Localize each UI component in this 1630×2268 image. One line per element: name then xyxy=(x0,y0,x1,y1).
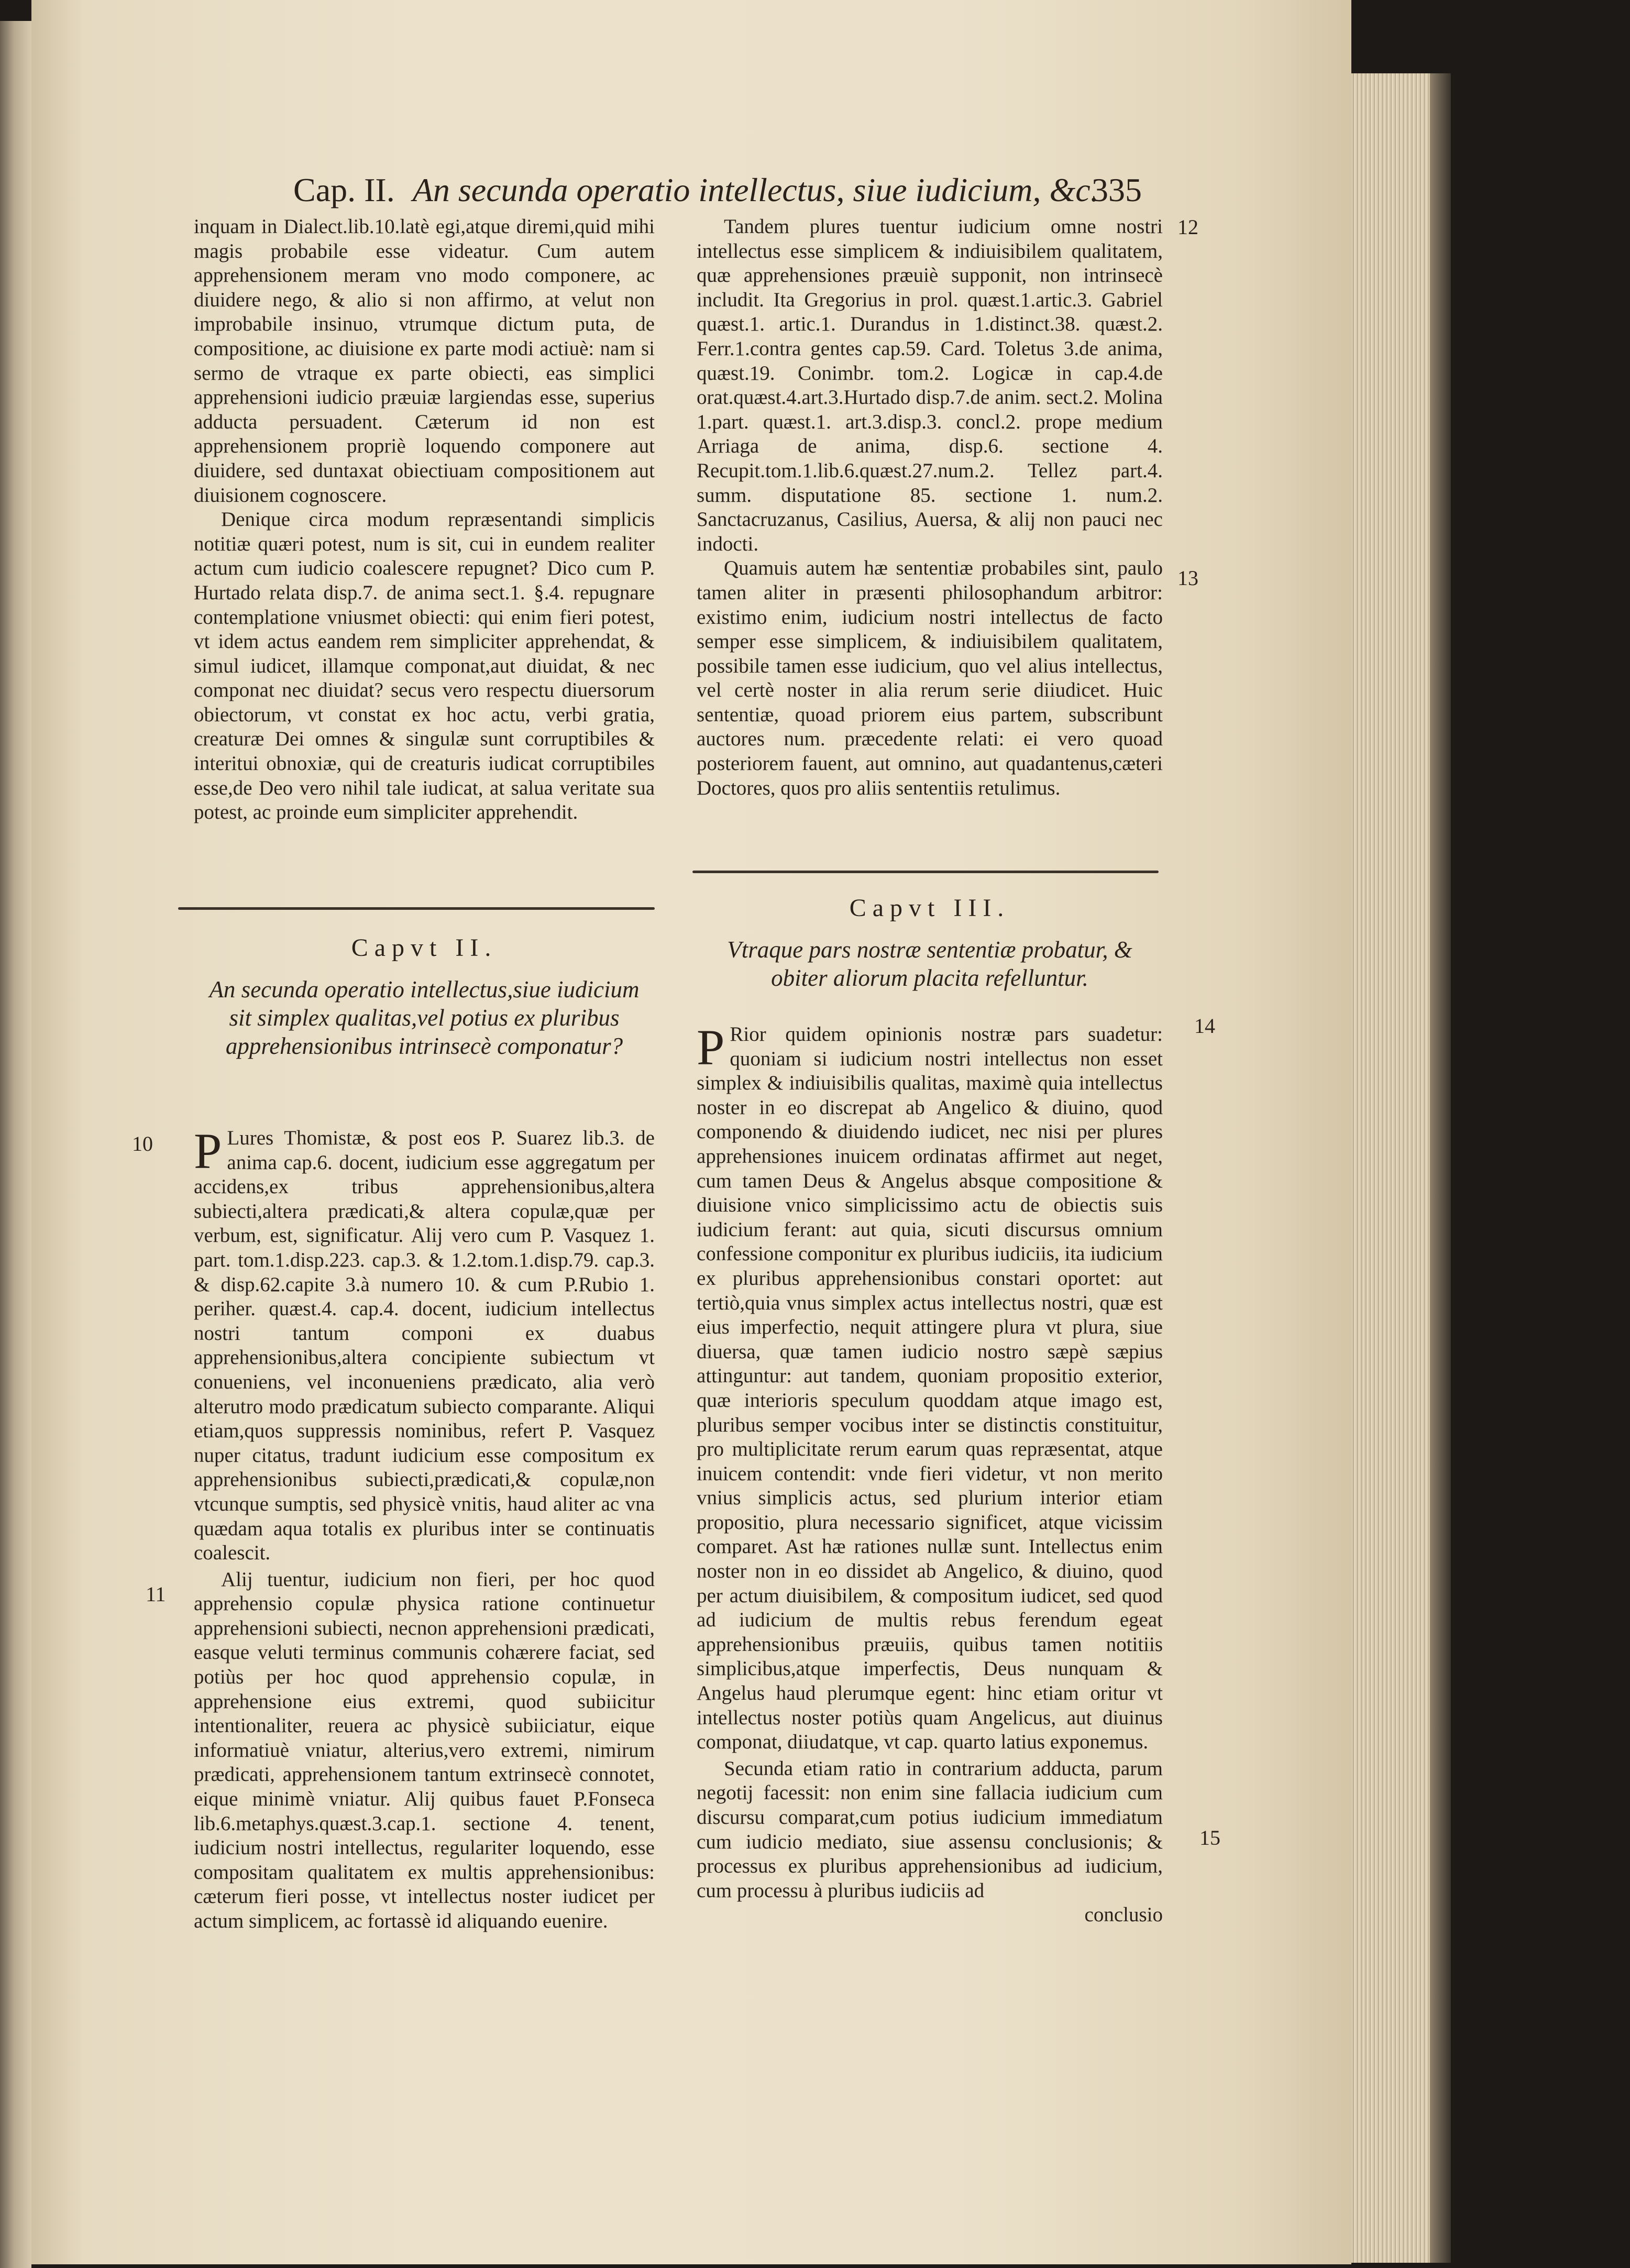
running-head-title: An secunda operatio intellectus, siue iudicium, &c. xyxy=(412,171,1099,208)
margin-number-10: 10 xyxy=(132,1132,153,1155)
chapter-3-heading: Capvt III. xyxy=(849,894,1010,922)
paragraph-10 xyxy=(194,1123,655,1566)
paragraph-10-text: Lures Thomistæ, & post eos P. Suarez lib.3. de anima cap.6. docent, iudicium esse aggregatum per accidens,ex tribus apprehensionibus,altera subiecti,altera prædicati,& altera copulæ,quæ per verbum, est, significatur. Alij vero cum P. Vasquez 1. part. tom.1.disp.223. cap.3. & 1.2.tom.1.disp.79. cap.3. & disp.62.capite 3.à numero 10. & cum P.Rubio 1. periher. quæst.4. cap.4. docent, iudicium intellectus nostri tantum componi ex duabus apprehensionibus,altera concipiente subiectum vt conueniens, vel inconueniens prædicato, alia verò alterutro modo prædicatum subiecto comparante. Aliqui etiam,quos suppressis nominibus, refert P. Vasquez nuper citatus, tradunt iudicium esse compositum ex apprehensionibus subiecti,prædicati,& copulæ,non vtcunque sumptis, sed physicè vnitis, haud aliter ac vna quædam aqua totalis ex pluribus inter se continuatis coalescit. xyxy=(194,1127,655,1565)
margin-number-13: 13 xyxy=(1177,566,1198,590)
chapter-3-rule xyxy=(692,871,1159,873)
left-column xyxy=(194,215,655,825)
paragraph-11: Alij tuentur, iudicium non fieri, per hoc quod apprehensio copulæ physica ratione continuetur apprehensioni subiecti, necnon apprehensioni prædicati, easque veluti terminus communis cohærere faciat, sed potiùs per hoc quod apprehensio copulæ, in apprehensione eius extremi, quod subiicitur intentionaliter, reuera ac physicè subiiciatur, eique informatiuè vniatur, alterius,vero extremi, nimirum prædicati, apprehensionem tantum extrinsecè connotet, eique minimè vniatur. Alij quibus fauet P.Fonseca lib.6.metaphys.quæst.3.cap.1. sectione 4. tenent, iudicium nostri intellectus, regulariter loquendo, esse compositam qualitatem ex multis apprehensionibus: cæterum fieri posse, vt intellectus noster iudicet per actum simplicem, ac fortassè id aliquando euenire. xyxy=(194,1568,655,1932)
paragraph-12: Tandem plures tuentur iudicium omne nostri intellectus esse simplicem & indiuisibilem qualitatem, quæ apprehensiones præuiè supponit, non intrinsecè includit. Ita Gregorius in prol. quæst.1.artic.3. Gabriel quæst.1. artic.1. Durandus in 1.distinct.38. quæst.2. Ferr.1.contra gentes cap.59. Card. Toletus 3.de anima, quæst.19. Conimbr. tom.2. Logicæ in cap.4.de orat.quæst.4.art.3.Hurtado disp.7.de anim. sect.2. Molina 1.part. quæst.1. art.3.disp.3. concl.2. prope medium Arriaga de anima, disp.6. sectione 4. Recupit.tom.1.lib.6.quæst.27.num.2. Tellez part.4. summ. disputatione 85. sectione 1. num.2. Sanctacruzanus, Casilius, Auersa, & alij non pauci nec indocti. xyxy=(697,215,1163,555)
drop-cap-p-10: P xyxy=(194,1123,222,1179)
catchword: conclusio xyxy=(1084,1903,1163,1926)
paragraph-13: Quamuis autem hæ sententiæ probabiles sint, paulo tamen aliter in præsenti philosophandum arbitror: existimo enim, iudicium nostri intellectus de facto semper esse simplicem, & indiuisibilem qualitatem, possibile tamen esse iudicium, quo vel alius intellectus, vel certè noster in alia rerum serie diiudicet. Huic sententiæ, quoad priorem eius partem, subscribunt auctores num. præcedente relati: ei vero quoad posteriorem fauent, aut omnino, aut quadantenus,cæteri Doctores, quos pro aliis sententiis retulimus. xyxy=(697,557,1163,799)
left-paragraph-2: Denique circa modum repræsentandi simplicis notitiæ quæri potest, num is sit, cui in eundem realiter actum cum iudicio coalescere repugnet? Dico cum P. Hurtado relata disp.7. de anima sect.1. §.4. repugnare contemplatione vniusmet obiecti: qui enim fieri potest, vt idem actus eandem rem simpliciter apprehendat, & simul iudicet, illamque componat,aut diuidat, & nec componat nec diuidat? secus vero respectu diuersorum obiectorum, vt constat ex hoc actu, verbi gratia, creaturæ Dei omnes & singulæ sunt corruptibiles & interitui obnoxiæ, qui de creaturis iudicat corruptibiles esse,de Deo vero nihil tale iudicat, at salua veritate sua potest, ac proinde eum simpliciter apprehendit. xyxy=(194,508,655,824)
paragraph-14 xyxy=(697,1019,1163,1755)
left-column-lower xyxy=(194,1123,655,1934)
chapter-2-title: An secunda operatio intellectus,siue iudicium sit simplex qualitas,vel potius ex pluribus apprehensionibus intrinsecè componatur? xyxy=(209,976,640,1059)
left-continuation-paragraph: inquam in Dialect.lib.10.latè egi,atque diremi,quid mihi magis probabile esse videatur. Cum autem apprehensionem meram vno modo componere, ac diuidere nego, & alio si non affirmo, at velut non improbabile insinuo, vtrumque dictum puta, de compositione, ac diuisione ex parte modi actiuè: nam si sermo de vtraque ex parte obiecti, eas simplici apprehensioni iudicio præuiæ largiendas esse, superius adducta persuadent. Cæterum id non est apprehensionem propriè loquendo componere aut diuidere, sed duntaxat obiectiuam compositionem aut diuisionem cognoscere. xyxy=(194,215,655,507)
margin-number-15: 15 xyxy=(1199,1826,1220,1849)
paragraph-15: Secunda etiam ratio in contrarium adducta, parum negotij facessit: non enim sine fallacia iudicium cum discursu comparat,cum potius iudicium immediatum cum iudicio mediato, siue assensu conclusionis; & processus ex pluribus apprehensionibus ad iudicium, cum processu à pluribus iudiciis ad xyxy=(697,1757,1163,1902)
margin-number-14: 14 xyxy=(1194,1014,1215,1038)
page-number: 335 xyxy=(1092,171,1142,208)
running-head xyxy=(293,167,1142,214)
margin-number-11: 11 xyxy=(146,1582,166,1606)
right-column xyxy=(697,215,1163,800)
margin-number-12: 12 xyxy=(1177,215,1198,239)
paragraph-14-text: Rior quidem opinionis nostræ pars suadetur: quoniam si iudicium nostri intellectus non esset simplex & indiuisibilis qualitas, maximè quia intellectus noster in eo discrepat ab Angelico & diuino, quod componendo & diuidendo iudicet, nec nisi per plures apprehensiones inuicem ordinatas affirmet aut neget, cum tamen Deus & Angelus absque compositione & diuisione vnico simplicissimo actu de obiectis suis iudicium ferant: aut quia, sicuti discursus omnium confessione componitur ex pluribus iudiciis, ita iudicium ex pluribus apprehensionibus constari oportet: aut tertiò,quia vnus simplex actus intellectus nostri, quæ est eius imperfectio, nequit attingere plura vt plura, siue diuersa, quæ tamen iudicio nostro sæpè sæpius attinguntur: aut tandem, quoniam propositio exterior, quæ interioris speculum quoddam atque imago est, pluribus semper vocibus inter se distinctis constituitur, pro multiplicitate rerum earum quas repræsentat, atque inuicem contendit: vnde fieri videtur, vt non merito vnius simplicis actus, sed plurium interior etiam propositio, plura necessario significet, atque vicissim comparet. Ast hæ rationes nullæ sunt. Intellectus enim noster non in eo dissidet ab Angelico, & diuino, quod per actum diuisibilem, & compositum iudicet, sed quod ad iudicium de multis rebus ferendum egeat apprehensionibus præuiis, quibus tamen notitiis simplicibus,atque imperfectis, Deus nunquam & Angelus haud plerumque egent: hinc etiam oritur vt intellectus noster potiùs quam Angelicus, aut diuinus componat, diiudatque, vt cap. quarto latius exponemus. xyxy=(697,1023,1163,1754)
facing-page-edge xyxy=(0,21,31,2268)
book-fore-edge xyxy=(1351,73,1430,2263)
chapter-2-rule xyxy=(178,907,655,910)
chapter-3-title: Vtraque pars nostræ sententiæ probatur, & obiter aliorum placita refelluntur. xyxy=(727,937,1132,991)
drop-cap-p-14: P xyxy=(697,1019,725,1075)
running-head-chapter: Cap. II. xyxy=(293,171,395,208)
chapter-2-heading: Capvt II. xyxy=(351,934,498,962)
book-fore-edge-shadow xyxy=(1430,73,1451,2263)
right-column-lower xyxy=(697,1019,1163,1928)
